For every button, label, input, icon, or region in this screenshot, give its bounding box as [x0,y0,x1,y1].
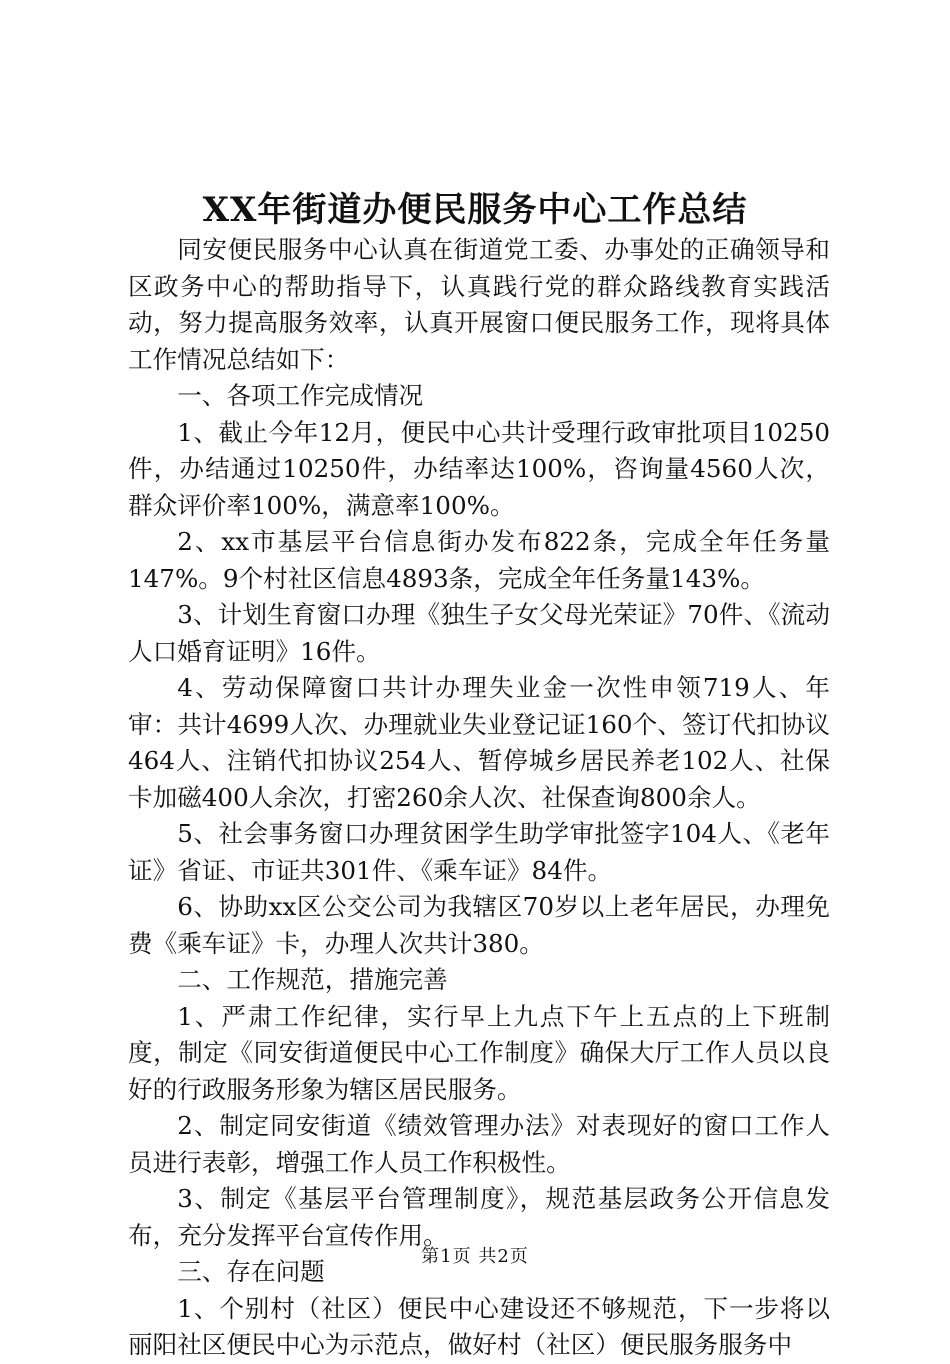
section-item: 1、严肃工作纪律，实行早上九点下午上五点的上下班制度，制定《同安街道便民中心工作制度》确保大厅工作人员以良好的行政服务形象为辖区居民服务。 [128,1001,830,1104]
section-item: 2、xx市基层平台信息街办发布822条，完成全年任务量147%。9个村社区信息4893条，完成全年任务量143%。 [128,527,830,593]
intro-paragraph: 同安便民服务中心认真在街道党工委、办事处的正确领导和区政务中心的帮助指导下，认真践行党的群众路线教育实践活动，努力提高服务效率，认真开展窗口便民服务工作，现将具体工作情况总结如下： [128,235,830,374]
section-item: 6、协助xx区公交公司为我辖区70岁以上老年居民，办理免费《乘车证》卡，办理人次共计380。 [128,892,830,958]
section-item: 3、制定《基层平台管理制度》，规范基层政务公开信息发布，充分发挥平台宣传作用。 [128,1184,830,1250]
section-heading: 二、工作规范，措施完善 [177,965,448,994]
section-item: 3、计划生育窗口办理《独生子女父母光荣证》70件、《流动人口婚育证明》16件。 [128,600,830,666]
section-item: 2、制定同安街道《绩效管理办法》对表现好的窗口工作人员进行表彰，增强工作人员工作积极性。 [128,1111,830,1177]
section-item: 4、劳动保障窗口共计办理失业金一次性申领719人、年审：共计4699人次、办理就业失业登记证160个、签订代扣协议464人、注销代扣协议254人、暂停城乡居民养老102人、社保卡加磁400人余次，打密260余人次、社保查询800余人。 [128,673,830,812]
section-heading: 一、各项工作完成情况 [177,381,424,410]
section-heading: 三、存在问题 [177,1257,325,1286]
section-item: 5、社会事务窗口办理贫困学生助学审批签字104人、《老年证》省证、市证共301件、《乘车证》84件。 [128,819,830,885]
document-body [128,232,830,1364]
section-item: 1、个别村（社区）便民中心建设还不够规范，下一步将以丽阳社区便民中心为示范点，做好村（社区）便民服务服务中 [128,1293,830,1359]
section-item: 1、截止今年12月，便民中心共计受理行政审批项目10250件，办结通过10250件，办结率达100%，咨询量4560人次，群众评价率100%，满意率100%。 [128,417,830,520]
page-footer: 第1页 共2页 [421,1246,529,1267]
document-title: XX年街道办便民服务中心工作总结 [202,190,748,230]
